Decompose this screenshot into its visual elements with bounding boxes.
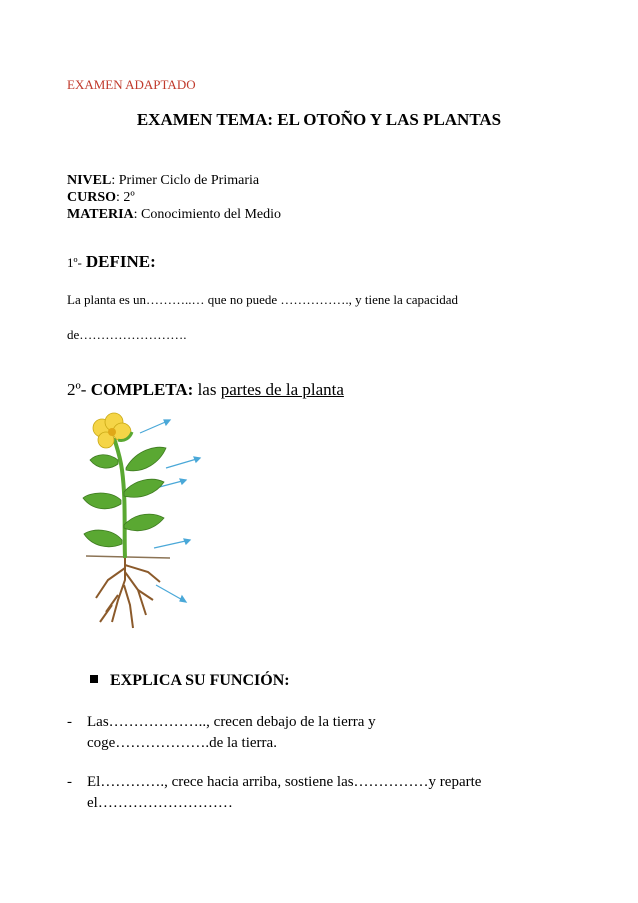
- item-2-line-1: El…………., crece hacia arriba, sostiene las……………y reparte: [87, 774, 482, 790]
- question-3-item-2: [67, 772, 627, 816]
- question-1-heading: [67, 252, 156, 272]
- item-1-line-2: coge……………….de la tierra.: [87, 735, 277, 751]
- subject-label: MATERIA: [67, 207, 134, 222]
- course-value: : 2º: [116, 190, 135, 205]
- item-1-line-1: Las……………….., crecen debajo de la tierra y: [87, 714, 376, 730]
- plant-illustration: [78, 400, 218, 635]
- question-3-heading: [90, 672, 290, 690]
- question-3-item-1: [67, 712, 627, 756]
- question-2-title: COMPLETA:: [90, 380, 194, 399]
- item-2-line-2: el………………………: [87, 795, 233, 811]
- adapted-label: EXAMEN ADAPTADO: [67, 77, 196, 92]
- question-3-title: EXPLICA SU FUNCIÓN:: [110, 672, 290, 689]
- course-line: [67, 189, 135, 206]
- question-2-underlined-text: partes de la planta: [220, 380, 344, 399]
- level-value: : Primer Ciclo de Primaria: [111, 173, 260, 188]
- level-line: [67, 172, 259, 189]
- bullet-square-icon: [90, 675, 98, 683]
- page-title: EXAMEN TEMA: EL OTOÑO Y LAS PLANTAS: [136, 110, 502, 129]
- ground-line: [86, 556, 170, 558]
- item-2-dash: -: [67, 774, 72, 790]
- question-1-line-1: La planta es un………..… que no puede ……………., y tiene la capacidad: [67, 292, 458, 307]
- question-1-number: 1º-: [67, 255, 82, 270]
- subject-line: [67, 206, 281, 223]
- item-1-dash: -: [67, 714, 72, 730]
- flower: [93, 413, 131, 448]
- roots: [96, 558, 160, 628]
- course-label: CURSO: [67, 190, 117, 205]
- level-label: NIVEL: [67, 173, 112, 188]
- question-2-text: las: [197, 380, 217, 399]
- label-arrows: [140, 420, 200, 602]
- question-1-title: DEFINE:: [85, 252, 156, 271]
- question-1-line-2: de…………………….: [67, 327, 187, 342]
- question-2-heading: [67, 380, 344, 400]
- question-2-number: 2º-: [67, 380, 87, 399]
- subject-value: : Conocimiento del Medio: [133, 207, 282, 222]
